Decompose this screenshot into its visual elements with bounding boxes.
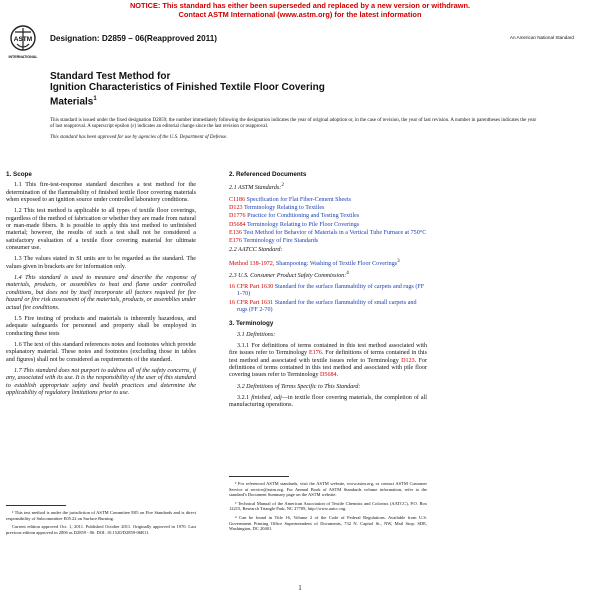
cpsc-ref[interactable] bbox=[229, 284, 427, 299]
ref-item[interactable] bbox=[229, 222, 427, 229]
ref-item[interactable] bbox=[229, 238, 427, 245]
national-standard-label: An American National Standard bbox=[509, 35, 574, 40]
issuance-note bbox=[50, 118, 540, 145]
para-1-2: 1.2 This test method is applicable to all types of textile floor coverings, regardless of the method of fabrication or whether they are made from natural or man-made fibers. It is possible to apply this test method to unfinished material; however, the results of such a test shall not be considered a satisfactory evaluation of a textile floor covering material for ultimate consumer use. bbox=[6, 208, 196, 252]
left-column bbox=[6, 171, 196, 401]
section-1-heading: 1. Scope bbox=[6, 171, 32, 178]
specific-definitions-label: 3.2 Definitions of Terms Specific to This Standard: bbox=[237, 383, 361, 390]
footnote-3: ³ Technical Manual of the American Association of Textile Chemists and Colorists (AATCC), P.O. Box 12215, Research Triangle Park, NC 27709, http://www.aatcc.org. bbox=[229, 500, 427, 512]
title-line-1: Standard Test Method for bbox=[50, 71, 171, 82]
dod-approval-note: This standard has been approved for use by agencies of the U.S. Department of Defense. bbox=[50, 134, 228, 140]
para-3-1-1: 3.1.1 For definitions of terms contained in this test method associated with fire issues refer to Terminology E176. For definitions of terms contained in this test method and associated with textile issues refer to Terminology D123. For definitions of terms contained in this test method and associated with pile floor covering issues refer to Terminology D5684. bbox=[229, 342, 427, 379]
para-1-6: 1.6 The text of this standard references notes and footnotes which provide explanatory material. These notes and footnotes (excluding those in tables and figures) shall not be considered as requirements of the standard. bbox=[6, 341, 196, 363]
ref-title: Practice for Conditioning and Testing Textiles bbox=[245, 213, 360, 220]
footnote-3-mark: 3 bbox=[397, 258, 400, 265]
title-footnote-mark[interactable]: 1 bbox=[93, 95, 97, 102]
left-footnotes bbox=[6, 510, 196, 538]
ref-title: Terminology Relating to Pile Floor Coverings bbox=[245, 221, 360, 228]
footnote-4-mark[interactable]: 4 bbox=[346, 269, 349, 276]
ref-code: D123 bbox=[229, 205, 243, 212]
para-3-2-1: 3.2.1 finished, adj—in textile floor covering materials, the completion of all manufacturing operations. bbox=[229, 395, 427, 409]
page-number: 1 bbox=[298, 584, 302, 592]
ref-item[interactable] bbox=[229, 230, 427, 237]
designation: Designation: D2859 – 06(Reapproved 2011) bbox=[50, 34, 217, 43]
ref-code: C1186 bbox=[229, 196, 246, 203]
para-1-1: 1.1 This fire-test-response standard describes a test method for the determination of the flammability of finished textile floor covering materials when exposed to an ignition source under controlled laboratory conditions. bbox=[6, 182, 196, 204]
logo-text: ASTM bbox=[13, 36, 33, 43]
section-2-heading: 2. Referenced Documents bbox=[229, 171, 307, 178]
para-1-3: 1.3 The values stated in SI units are to be regarded as the standard. The values given in brackets are for information only. bbox=[6, 256, 196, 270]
section-3-heading: 3. Terminology bbox=[229, 320, 274, 328]
notice-line-2: Contact ASTM International (www.astm.org) for the latest information bbox=[178, 10, 422, 19]
footnote-2-mark[interactable]: 2 bbox=[281, 182, 284, 189]
ref-title: Specification for Flat Fiber-Cement Sheets bbox=[245, 196, 352, 203]
link-e176[interactable]: E176 bbox=[308, 350, 322, 357]
right-footnotes bbox=[229, 481, 427, 535]
notice-line-1: NOTICE: This standard has either been superseded and replaced by a new version or withdrawn. bbox=[129, 1, 471, 10]
supersede-notice bbox=[0, 1, 600, 19]
left-footnote-rule bbox=[6, 505, 66, 506]
ref-code: E176 bbox=[229, 238, 242, 245]
ref-code: D5684 bbox=[229, 221, 246, 228]
definitions-label: 3.1 Definitions: bbox=[237, 331, 276, 338]
ref-title: Terminology of Fire Standards bbox=[241, 238, 319, 245]
title-line-2: Ignition Characteristics of Finished Textile Floor Covering bbox=[50, 82, 325, 94]
aatcc-ref[interactable] bbox=[229, 258, 427, 268]
ref-item[interactable] bbox=[229, 205, 427, 212]
right-footnote-rule bbox=[229, 476, 289, 477]
astm-logo bbox=[8, 24, 38, 66]
cpsc-code: 16 CFR Part 1630 bbox=[229, 283, 274, 290]
cpsc-title: Standard for the surface flammability of carpets and rugs (FF 1-70) bbox=[237, 283, 425, 298]
logo-subtext: INTERNATIONAL bbox=[8, 55, 38, 59]
para-1-4: 1.4 This standard is used to measure and describe the response of materials, products, or assemblies to heat and flame under controlled conditions, but does not by itself incorporate all factors required for fire hazard or fire risk assessment of the materials, products, or assemblies under actual fire conditions. bbox=[6, 275, 196, 311]
footnote-4: ⁴ Can be found in Title 16, Volume 2 of the Code of Federal Regulations. Available from U.S. Government Printing Office Superintendent of Documents, 732 N. Capitol St., NW, Mail Stop: SDE, Washington, DC 20401. bbox=[229, 514, 427, 532]
ref-code: D1776 bbox=[229, 213, 246, 220]
para-1-5: 1.5 Fire testing of products and materials is inherently hazardous, and adequate safeguards for personnel and property shall be employed in conducting these tests bbox=[6, 315, 196, 337]
document-title bbox=[50, 71, 490, 108]
footnote-1: ¹ This test method is under the jurisdiction of ASTM Committee E05 on Fire Standards and is direct responsibility of Subcommittee E05.22 on Surface Burning. bbox=[6, 510, 196, 521]
link-d123[interactable]: D123 bbox=[401, 357, 415, 364]
ref-code: E136 bbox=[229, 230, 242, 237]
cpsc-code: 16 CFR Part 1631 bbox=[229, 299, 274, 306]
cpsc-title: Standard for the surface flammability of small carpets and rugs (FF 2-70) bbox=[237, 299, 417, 313]
right-column bbox=[229, 171, 427, 414]
aatcc-code: Method 138-1972, bbox=[229, 261, 275, 268]
title-line-3: Materials bbox=[50, 96, 94, 108]
cpsc-ref[interactable] bbox=[229, 300, 427, 315]
footnote-1-edition: Current edition approved Oct. 1, 2011. Published October 2011. Originally approved in 1970. Last previous edition approved in 2006 as D2859 - 06. DOI: 10.1520/D2859-06R11. bbox=[6, 524, 196, 535]
astm-standards-label: 2.1 ASTM Standards: bbox=[229, 185, 282, 192]
issuance-paragraph: This standard is issued under the fixed designation D2859; the number immediately following the designation indicates the year of original adoption or, in the case of revision, the year of last revision. A number in parentheses indicates the year of last reapproval. A superscript epsilon (ε) indicates an editorial change since the last revision or reapproval. bbox=[50, 118, 537, 130]
cpsc-label: 2.3 U.S. Consumer Product Safety Commission: bbox=[229, 272, 347, 279]
aatcc-label: 2.2 AATCC Standard: bbox=[229, 246, 283, 253]
ref-title: Test Method for Behavior of Materials in a Vertical Tube Furnace at 750°C bbox=[241, 230, 427, 237]
ref-item[interactable] bbox=[229, 213, 427, 220]
ref-title: Terminology Relating to Textiles bbox=[242, 205, 325, 212]
footnote-2: ² For referenced ASTM standards, visit the ASTM website, www.astm.org, or contact ASTM Customer Service at service@astm.org. For Annual Book of ASTM Standards volume information, refer to the standard's Document Summary page on the ASTM website. bbox=[229, 481, 427, 498]
aatcc-title: Shampooing: Washing of Textile Floor Coverings bbox=[274, 261, 398, 268]
para-1-7: 1.7 This standard does not purport to address all of the safety concerns, if any, associated with its use. It is the responsibility of the user of this standard to establish appropriate safety and health practices and determine the applicability of regulatory limitations prior to use. bbox=[6, 367, 196, 396]
link-d5684[interactable]: D5684 bbox=[320, 372, 337, 379]
ref-item[interactable] bbox=[229, 197, 427, 204]
